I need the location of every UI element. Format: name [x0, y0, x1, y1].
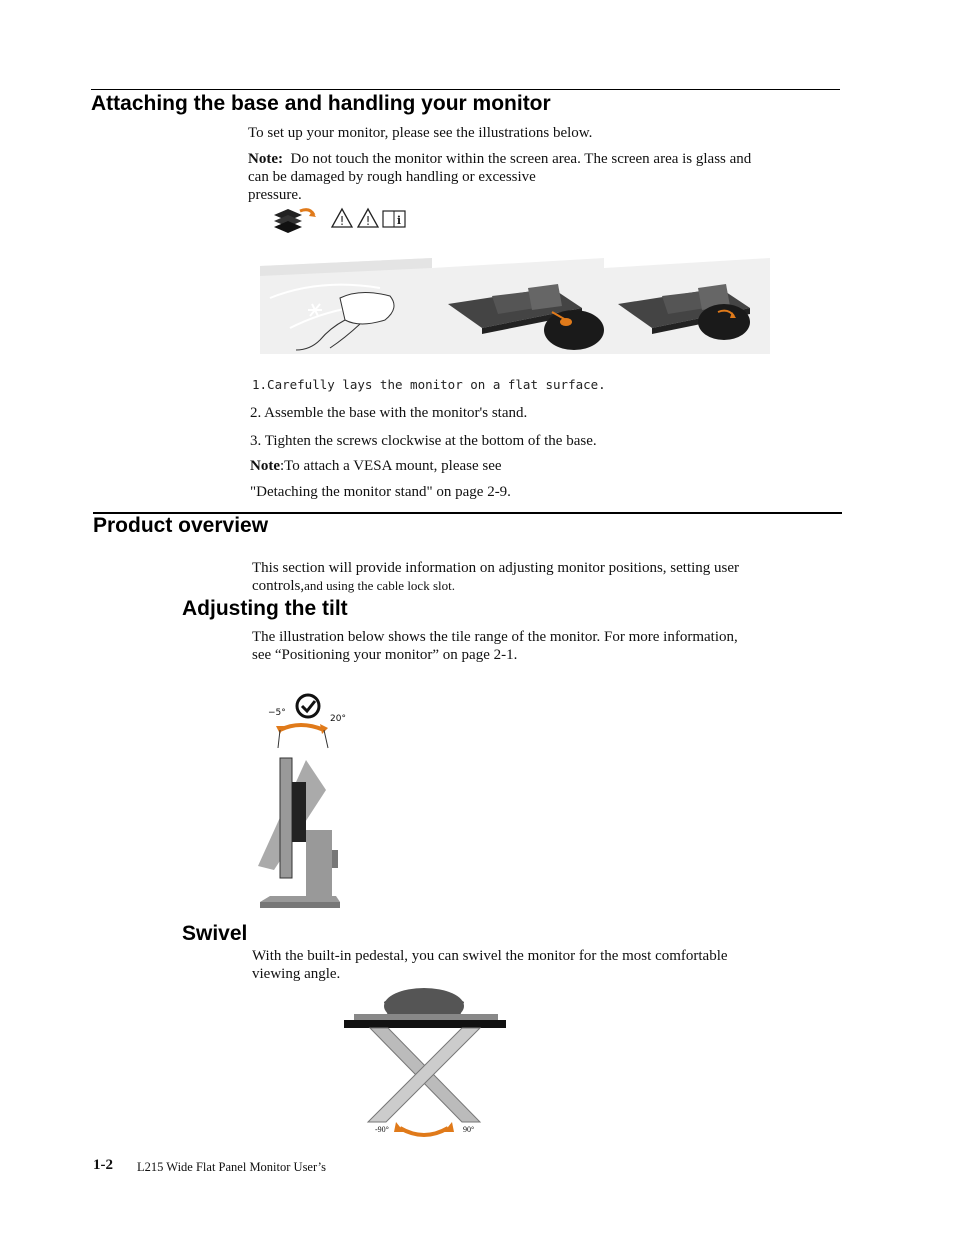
step-2: 2. Assemble the base with the monitor's stand.: [250, 405, 528, 421]
subsection-title-swivel: Swivel: [182, 922, 248, 945]
assembly-illustration-base: [432, 258, 604, 354]
overview-intro-line2b: and using the cable lock slot.: [304, 578, 455, 593]
handling-icons: [270, 205, 410, 237]
svg-text:i: i: [396, 214, 402, 227]
tilt-text: [252, 628, 832, 664]
note-text-line2: can be damaged by rough handling or excessive: [248, 169, 536, 185]
overview-intro-line1: This section will provide information on adjusting monitor positions, setting user: [252, 560, 740, 576]
overview-intro-line2a: controls,: [252, 578, 305, 594]
caution-triangle-icon: [358, 209, 378, 228]
tilt-angle-min: −5°: [268, 708, 286, 718]
step-3: 3. Tighten the screws clockwise at the bottom of the base.: [250, 433, 597, 449]
swivel-text: [252, 947, 832, 983]
tilt-text-line1: The illustration below shows the tile range of the monitor. For more information,: [252, 629, 738, 645]
section-title-attaching: Attaching the base and handling your monitor: [91, 92, 551, 115]
swivel-text-line1: With the built-in pedestal, you can swivel the monitor for the most comfortable: [252, 948, 728, 964]
note-text-line1: Do not touch the monitor within the screen area. The screen area is glass and: [290, 151, 752, 167]
swivel-illustration: [340, 982, 510, 1140]
note-label: Note:: [248, 151, 283, 167]
vesa-note-label: Note: [250, 458, 280, 474]
intro-text: To set up your monitor, please see the illustrations below.: [248, 125, 593, 141]
vesa-note: [250, 457, 502, 475]
vesa-note-ref: "Detaching the monitor stand" on page 2-9.: [250, 484, 511, 500]
swivel-text-line2: viewing angle.: [252, 966, 341, 982]
swivel-angle-left: -90°: [375, 1125, 389, 1134]
document-title: L215 Wide Flat Panel Monitor User’s: [137, 1160, 326, 1174]
tilt-text-line2: see “Positioning your monitor” on page 2-1.: [252, 647, 518, 663]
page-number: 1-2: [93, 1157, 113, 1173]
vesa-note-text: :To attach a VESA mount, please see: [280, 458, 502, 474]
subsection-title-tilt: Adjusting the tilt: [182, 597, 348, 620]
note-paragraph: [248, 150, 848, 204]
info-manual-icon: [383, 211, 405, 227]
assembly-illustration-wipe: [260, 258, 432, 354]
warning-triangle-icon: [332, 209, 352, 228]
step-1: 1.Carefully lays the monitor on a flat surface.: [252, 377, 606, 392]
tilt-angle-max: 20°: [330, 714, 346, 724]
svg-text:!: !: [365, 214, 371, 228]
section-rule-top: [91, 89, 840, 90]
overview-intro: [252, 559, 832, 595]
assembly-illustration-screw: [604, 258, 770, 354]
stacked-boxes-icon: [274, 209, 316, 233]
swivel-angle-right: 90°: [463, 1125, 475, 1134]
section-title-overview: Product overview: [93, 514, 269, 537]
svg-text:!: !: [339, 214, 345, 228]
note-text-line3: pressure.: [248, 187, 302, 203]
